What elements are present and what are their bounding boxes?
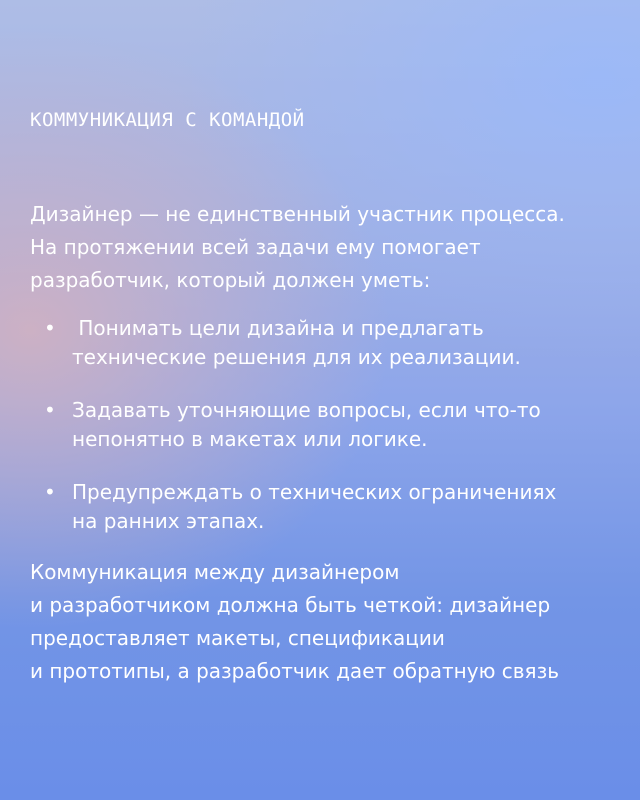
- intro-line: Дизайнер — не единственный участник процесса.: [30, 202, 565, 226]
- list-item: [30, 314, 610, 372]
- list-item-line: Понимать цели дизайна и предлагать: [72, 316, 484, 340]
- outro-paragraph: [30, 556, 620, 688]
- intro-paragraph: [30, 198, 620, 297]
- slide-heading: КОММУНИКАЦИЯ С КОМАНДОЙ: [30, 109, 305, 131]
- outro-line: и прототипы, а разработчик дает обратную связь: [30, 659, 560, 683]
- bullet-icon: •: [44, 480, 56, 504]
- outro-line: Коммуникация между дизайнером: [30, 560, 400, 584]
- list-item-line: на ранних этапах.: [72, 509, 265, 533]
- bullet-icon: •: [44, 398, 56, 422]
- list-item-line: непонятно в макетах или логике.: [72, 427, 428, 451]
- bullet-icon: •: [44, 316, 56, 340]
- list-item-line: Предупреждать о технических ограничениях: [72, 480, 557, 504]
- list-item-line: технические решения для их реализации.: [72, 345, 521, 369]
- list-item: [30, 478, 610, 536]
- outro-line: предоставляет макеты, спецификации: [30, 626, 445, 650]
- intro-line: На протяжении всей задачи ему помогает: [30, 235, 481, 259]
- outro-line: и разработчиком должна быть четкой: дизайнер: [30, 593, 551, 617]
- list-item-line: Задавать уточняющие вопросы, если что-то: [72, 398, 541, 422]
- intro-line: разработчик, который должен уметь:: [30, 268, 431, 292]
- skills-list: [30, 314, 610, 560]
- list-item: [30, 396, 610, 454]
